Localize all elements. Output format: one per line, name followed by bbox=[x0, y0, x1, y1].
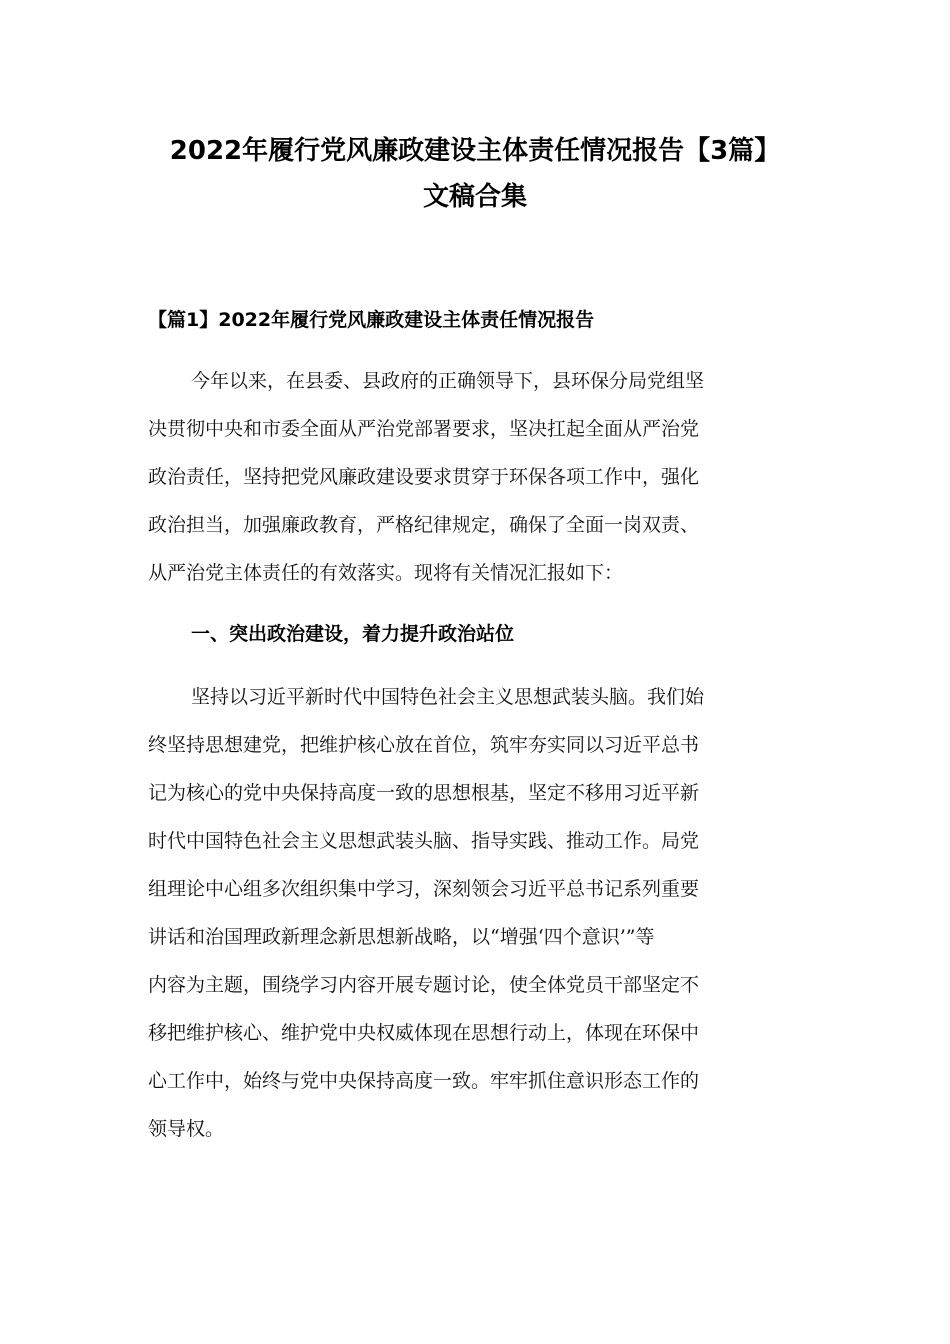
paragraph-line: 讲话和治国理政新理念新思想新战略，以“增强‘四个意识’”等 bbox=[148, 926, 655, 948]
section-heading: 【篇1】2022年履行党风廉政建设主体责任情况报告 bbox=[148, 309, 595, 331]
paragraph-line: 组理论中心组多次组织集中学习，深刻领会习近平总书记系列重要 bbox=[148, 878, 700, 900]
paragraph-line: 政治责任，坚持把党风廉政建设要求贯穿于环保各项工作中，强化 bbox=[148, 466, 700, 488]
paragraph-line: 终坚持思想建党，把维护核心放在首位，筑牢夯实同以习近平总书 bbox=[148, 734, 700, 756]
title-line-2: 文稿合集 bbox=[422, 182, 527, 212]
paragraph-line: 坚持以习近平新时代中国特色社会主义思想武装头脑。我们始 bbox=[191, 686, 705, 708]
paragraph-line: 记为核心的党中央保持高度一致的思想根基，坚定不移用习近平新 bbox=[148, 782, 700, 804]
paragraph-line: 决贯彻中央和市委全面从严治党部署要求，坚决扛起全面从严治党 bbox=[148, 418, 700, 440]
title-line-1: 2022年履行党风廉政建设主体责任情况报告【3篇】 bbox=[169, 136, 781, 166]
paragraph-line: 时代中国特色社会主义思想武装头脑、指导实践、推动工作。局党 bbox=[148, 830, 700, 852]
subheading-1: 一、突出政治建设，着力提升政治站位 bbox=[191, 623, 515, 645]
paragraph-line: 从严治党主体责任的有效落实。现将有关情况汇报如下： bbox=[148, 562, 624, 584]
paragraph-line: 内容为主题，围绕学习内容开展专题讨论，使全体党员干部坚定不 bbox=[148, 974, 700, 996]
paragraph-line: 领导权。 bbox=[148, 1118, 225, 1140]
paragraph-line: 今年以来，在县委、县政府的正确领导下，县环保分局党组坚 bbox=[191, 370, 705, 392]
paragraph-line: 政治担当，加强廉政教育，严格纪律规定，确保了全面一岗双责、 bbox=[148, 514, 700, 536]
document-title bbox=[140, 128, 810, 220]
paragraph-line: 移把维护核心、维护党中央权威体现在思想行动上，体现在环保中 bbox=[148, 1022, 700, 1044]
paragraph-line: 心工作中，始终与党中央保持高度一致。牢牢抓住意识形态工作的 bbox=[148, 1070, 700, 1092]
